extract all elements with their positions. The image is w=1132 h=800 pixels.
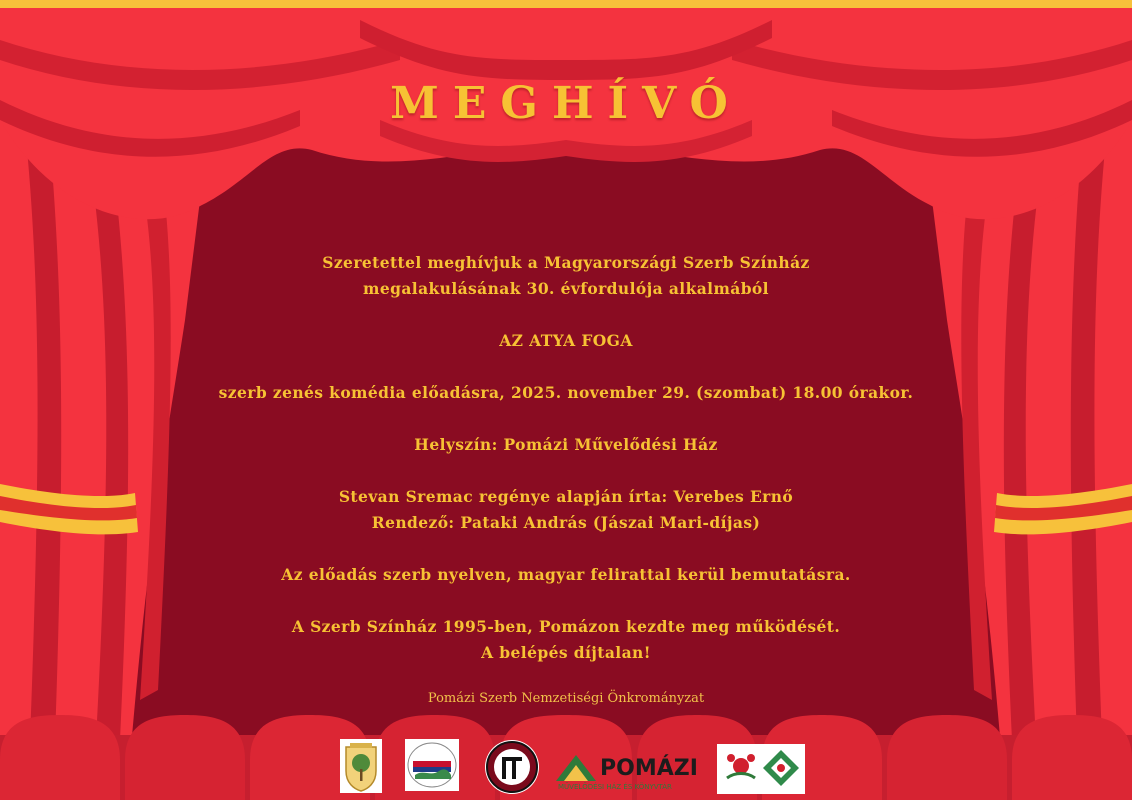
author-credit: Stevan Sremac regénye alapján írta: Verebes Ernő <box>338 487 794 506</box>
intro-line-2: megalakulásának 30. évfordulója alkalmából <box>363 279 769 298</box>
pomazi-cultural-house-logo <box>556 743 698 791</box>
venue: Helyszín: Pomázi Művelődési Ház <box>414 435 718 454</box>
intro-line-1: Szeretettel meghívjuk a Magyarországi Szerb Színház <box>322 253 810 272</box>
folk-ornament-logo <box>717 744 805 794</box>
event-details: szerb zenés komédia előadásra, 2025. november 29. (szombat) 18.00 órakor. <box>218 383 914 402</box>
theater-emblem-logo <box>484 739 540 795</box>
play-title: AZ ATYA FOGA <box>499 331 633 350</box>
invitation-title: MEGHÍVÓ <box>390 78 742 129</box>
pomazi-logo-text: POMÁZI <box>600 756 698 781</box>
free-entry-note: A belépés díjtalan! <box>481 643 651 662</box>
invitation-body <box>200 250 932 666</box>
director-credit: Rendező: Pataki András (Jászai Mari-díjas) <box>371 513 761 532</box>
organizer-name: Pomázi Szerb Nemzetiségi Önkrományzat <box>427 691 705 706</box>
pomaz-coat-of-arms-logo <box>340 739 382 793</box>
serbian-community-logo <box>405 739 459 791</box>
language-note: Az előadás szerb nyelven, magyar felirattal kerül bemutatásra. <box>281 565 851 584</box>
pomazi-logo-subtitle: MŰVELŐDÉSI HÁZ ÉS KÖNYVTÁR <box>558 783 672 791</box>
history-note: A Szerb Színház 1995-ben, Pomázon kezdte meg működését. <box>291 617 841 636</box>
